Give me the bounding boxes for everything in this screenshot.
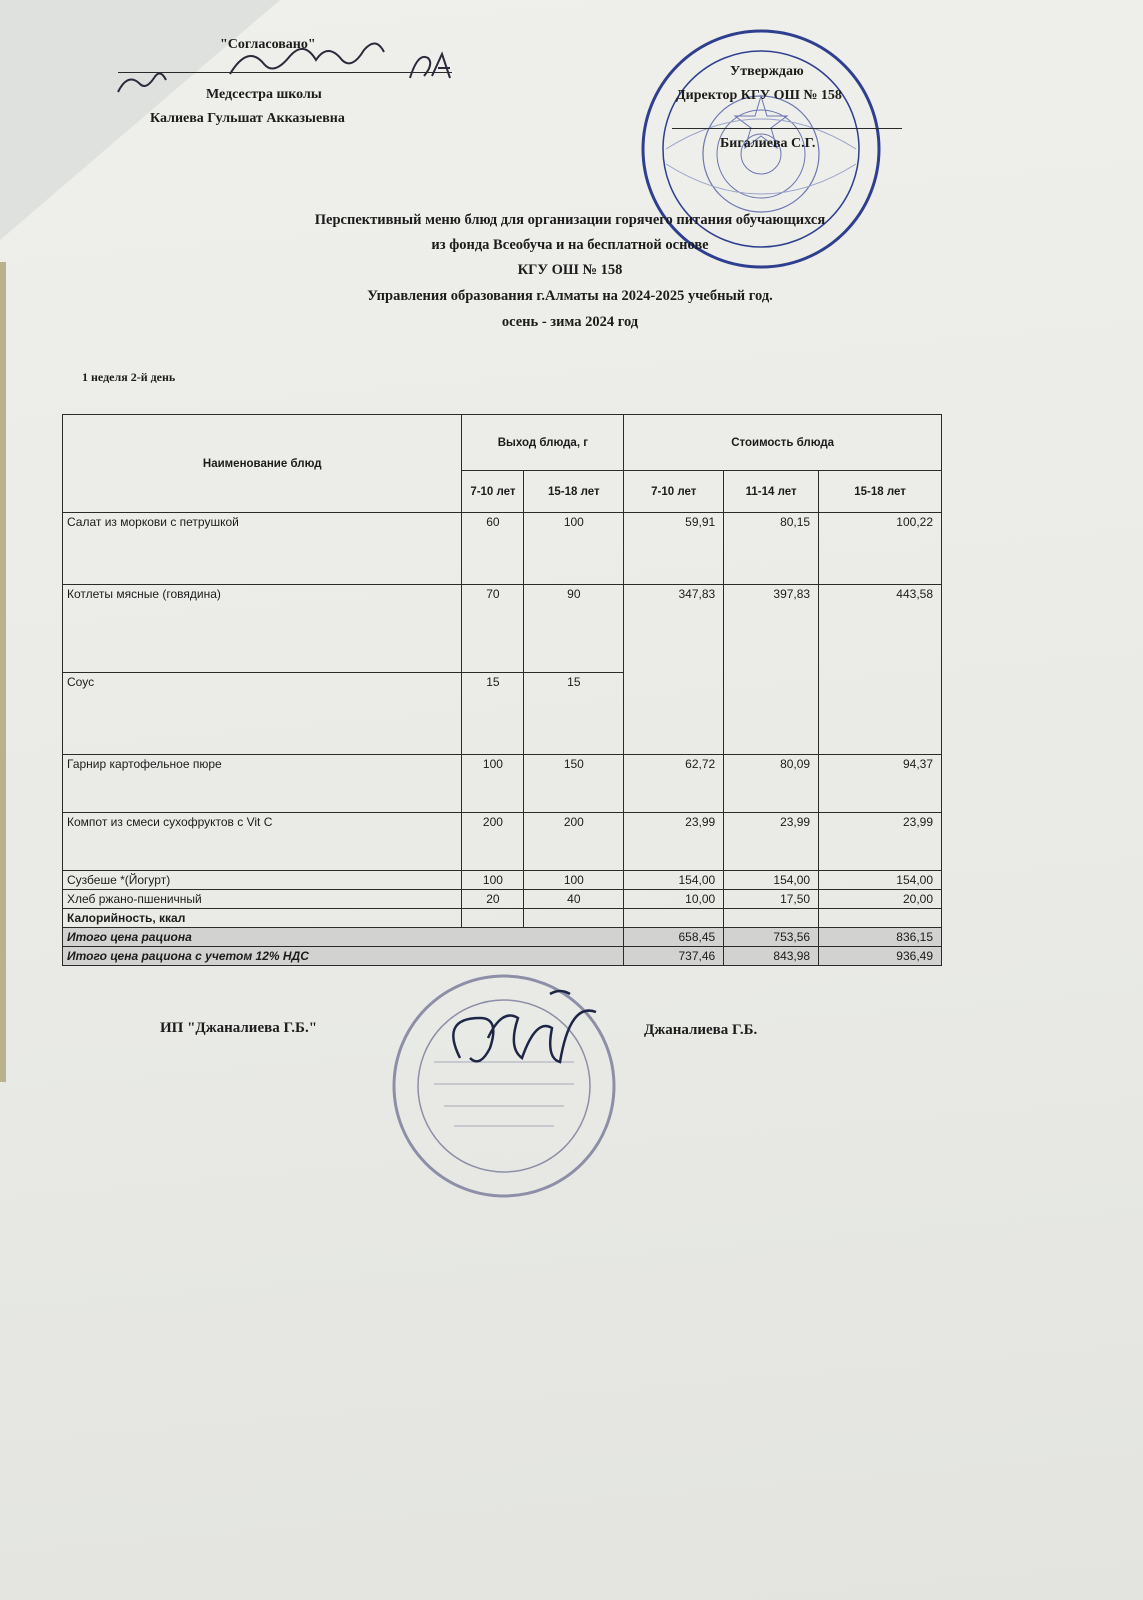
cost-11-14: 80,09 (724, 755, 819, 813)
header-yield-15-18: 15-18 лет (524, 471, 624, 513)
table-row (63, 890, 942, 909)
dish-name: Компот из смеси сухофруктов с Vit C (63, 813, 462, 871)
cost-15-18 (819, 909, 942, 928)
cost-11-14 (724, 909, 819, 928)
table-row (63, 585, 942, 673)
dish-name: Хлеб ржано-пшеничный (63, 890, 462, 909)
cost-11-14: 397,83 (724, 585, 819, 755)
title-line-2: из фонда Всеобуча и на бесплатной основе (431, 237, 709, 253)
approval-left-heading: "Согласовано" (220, 37, 316, 52)
table-row (63, 871, 942, 890)
table-row (63, 909, 942, 928)
cost-11-14: 80,15 (724, 513, 819, 585)
footer-company: ИП "Джаналиева Г.Б." (160, 1020, 318, 1036)
yield-15-18: 150 (524, 755, 624, 813)
header-yield: Выход блюда, г (462, 415, 624, 471)
yield-7-10: 20 (462, 890, 524, 909)
cost-7-10: 23,99 (624, 813, 724, 871)
cost-7-10: 62,72 (624, 755, 724, 813)
header-cost-11-14: 11-14 лет (724, 471, 819, 513)
cost-15-18: 23,99 (819, 813, 942, 871)
yield-15-18 (524, 909, 624, 928)
table-header-row (63, 415, 942, 471)
cost-15-18: 443,58 (819, 585, 942, 755)
dish-name: Сузбеше *(Йогурт) (63, 871, 462, 890)
menu-table (62, 414, 942, 966)
approval-right-position: Директор КГУ ОШ № 158 (676, 88, 842, 103)
table-row (63, 755, 942, 813)
dish-name: Калорийность, ккал (63, 909, 462, 928)
week-day-label: 1 неделя 2-й день (82, 370, 176, 384)
cost-11-14: 23,99 (724, 813, 819, 871)
cost-15-18: 20,00 (819, 890, 942, 909)
dish-name: Соус (63, 673, 462, 755)
cost-7-10: 10,00 (624, 890, 724, 909)
yield-7-10: 100 (462, 755, 524, 813)
table-row (63, 813, 942, 871)
binder-edge (0, 262, 6, 1082)
header-cost-15-18: 15-18 лет (819, 471, 942, 513)
cost-11-14: 17,50 (724, 890, 819, 909)
cost-7-10: 154,00 (624, 871, 724, 890)
title-line-1: Перспективный меню блюд для организации горячего питания обучающихся (314, 212, 826, 228)
title-line-5: осень - зима 2024 год (501, 314, 639, 330)
yield-7-10: 100 (462, 871, 524, 890)
header-dish-name: Наименование блюд (63, 415, 462, 513)
handwritten-signature-left (110, 40, 480, 100)
total-vat-label: Итого цена рациона с учетом 12% НДС (63, 947, 624, 966)
yield-15-18: 15 (524, 673, 624, 755)
total-cost-11-14: 753,56 (724, 928, 819, 947)
footer-signatory: Джаналиева Г.Б. (644, 1022, 758, 1038)
dish-name: Салат из моркови с петрушкой (63, 513, 462, 585)
cost-7-10 (624, 909, 724, 928)
yield-15-18: 40 (524, 890, 624, 909)
cost-7-10: 59,91 (624, 513, 724, 585)
cost-15-18: 154,00 (819, 871, 942, 890)
yield-15-18: 200 (524, 813, 624, 871)
total-vat-row (63, 947, 942, 966)
approval-left-name: Калиева Гульшат Акказыевна (150, 111, 345, 126)
yield-7-10 (462, 909, 524, 928)
yield-15-18: 90 (524, 585, 624, 673)
dish-name: Гарнир картофельное пюре (63, 755, 462, 813)
total-vat-cost-11-14: 843,98 (724, 947, 819, 966)
yield-15-18: 100 (524, 871, 624, 890)
yield-7-10: 200 (462, 813, 524, 871)
yield-7-10: 60 (462, 513, 524, 585)
header-yield-7-10: 7-10 лет (462, 471, 524, 513)
yield-7-10: 70 (462, 585, 524, 673)
approval-right-name: Бигалиева С.Г. (720, 136, 816, 151)
table-row (63, 513, 942, 585)
yield-7-10: 15 (462, 673, 524, 755)
approval-left-position: Медсестра школы (206, 87, 322, 102)
title-line-3: КГУ ОШ № 158 (517, 262, 623, 278)
approval-right-sign-line (672, 128, 902, 129)
cost-7-10: 347,83 (624, 585, 724, 755)
total-cost-7-10: 658,45 (624, 928, 724, 947)
total-vat-cost-15-18: 936,49 (819, 947, 942, 966)
yield-15-18: 100 (524, 513, 624, 585)
total-cost-15-18: 836,15 (819, 928, 942, 947)
title-line-4: Управления образования г.Алматы на 2024-2025 учебный год. (367, 288, 773, 304)
dish-name: Котлеты мясные (говядина) (63, 585, 462, 673)
cost-15-18: 94,37 (819, 755, 942, 813)
header-cost: Стоимость блюда (624, 415, 942, 471)
cost-11-14: 154,00 (724, 871, 819, 890)
approval-right-heading: Утверждаю (730, 64, 804, 79)
total-row (63, 928, 942, 947)
total-label: Итого цена рациона (63, 928, 624, 947)
total-vat-cost-7-10: 737,46 (624, 947, 724, 966)
header-cost-7-10: 7-10 лет (624, 471, 724, 513)
handwritten-signature-right (430, 978, 610, 1088)
cost-15-18: 100,22 (819, 513, 942, 585)
